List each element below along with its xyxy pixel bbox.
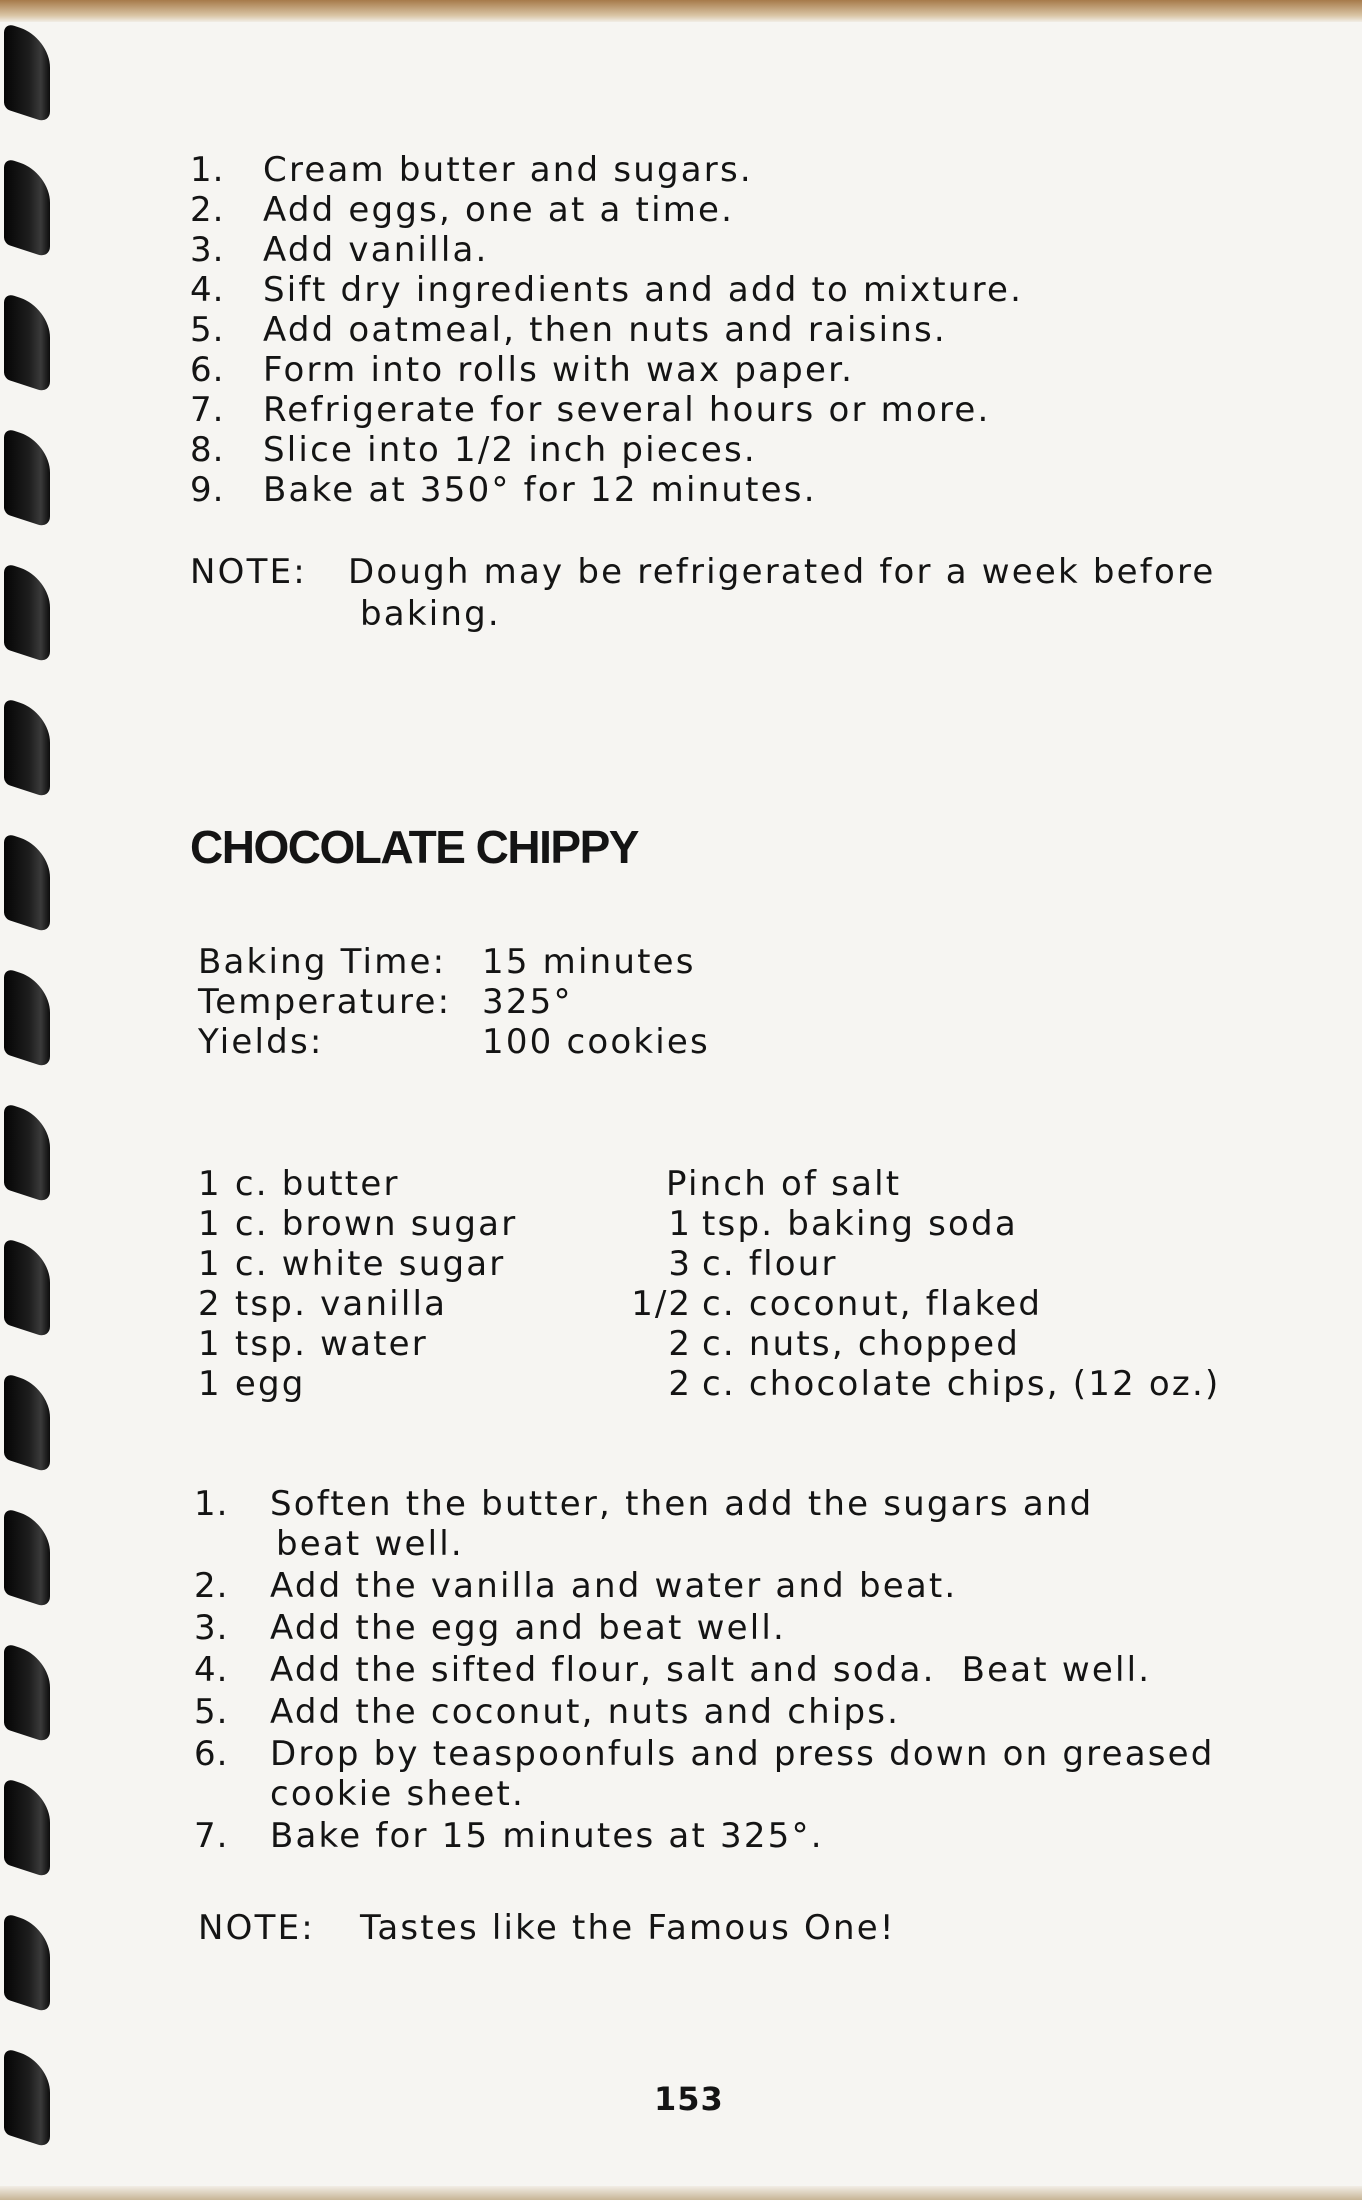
step-text: Bake at 350° for 12 minutes. <box>263 470 817 510</box>
step-text: Cream butter and sugars. <box>263 150 753 190</box>
step-text: Add eggs, one at a time. <box>263 190 735 230</box>
binding-ring <box>4 1238 50 1339</box>
step-text: Sift dry ingredients and add to mixture. <box>263 270 1024 310</box>
note-text: baking. <box>360 594 501 634</box>
step-text: Form into rolls with wax paper. <box>263 350 855 390</box>
note-label: NOTE: <box>198 1908 315 1948</box>
note-text: Tastes like the Famous One! <box>360 1908 896 1948</box>
binding-ring <box>4 158 50 259</box>
step-text: Add the coconut, nuts and chips. <box>270 1692 901 1732</box>
info-label: Temperature: <box>198 982 452 1022</box>
step-number: 5. <box>194 1692 229 1732</box>
step-text: cookie sheet. <box>270 1774 525 1814</box>
step-number: 7. <box>190 390 225 430</box>
ingredient: c. nuts, chopped <box>702 1324 1020 1364</box>
binding-ring <box>4 428 50 529</box>
ingredient-qty: 1/2 <box>631 1284 692 1324</box>
binding-ring <box>4 1508 50 1609</box>
ingredient: c. coconut, flaked <box>702 1284 1043 1324</box>
step-text: Refrigerate for several hours or more. <box>263 390 991 430</box>
ingredient: Pinch of salt <box>666 1164 902 1204</box>
binding-ring <box>4 968 50 1069</box>
ingredient-qty: 1 <box>668 1204 692 1244</box>
step-text: Add vanilla. <box>263 230 489 270</box>
step-text: Add the sifted flour, salt and soda. Beat well. <box>270 1650 1152 1690</box>
ingredient: 1 c. butter <box>198 1164 400 1204</box>
page-bottom-edge <box>0 2186 1362 2200</box>
step-text: Add the vanilla and water and beat. <box>270 1566 958 1606</box>
ingredient-qty: 2 <box>668 1364 692 1404</box>
info-value: 325° <box>482 982 573 1022</box>
binding-ring <box>4 293 50 394</box>
info-value: 15 minutes <box>482 942 696 982</box>
ingredient: c. chocolate chips, (12 oz.) <box>702 1364 1221 1404</box>
ingredient: c. flour <box>702 1244 838 1284</box>
step-number: 3. <box>190 230 225 270</box>
step-number: 8. <box>190 430 225 470</box>
binding-ring <box>4 1643 50 1744</box>
binding-ring <box>4 1778 50 1879</box>
page-number: 153 <box>654 2080 724 2118</box>
info-value: 100 cookies <box>482 1022 710 1062</box>
ingredient: 1 egg <box>198 1364 306 1404</box>
cookbook-page <box>70 22 1362 2186</box>
step-number: 1. <box>194 1484 229 1524</box>
page-top-edge <box>0 0 1362 22</box>
ingredient-qty: 2 <box>668 1324 692 1364</box>
step-text: beat well. <box>276 1524 464 1564</box>
binding-ring <box>4 2048 50 2149</box>
binding-ring <box>4 698 50 799</box>
step-number: 4. <box>194 1650 229 1690</box>
binding-ring <box>4 1103 50 1204</box>
step-number: 9. <box>190 470 225 510</box>
step-text: Add oatmeal, then nuts and raisins. <box>263 310 947 350</box>
step-text: Soften the butter, then add the sugars and <box>270 1484 1094 1524</box>
step-number: 6. <box>190 350 225 390</box>
note-label: NOTE: <box>190 552 307 592</box>
step-number: 5. <box>190 310 225 350</box>
binding-ring <box>4 833 50 934</box>
step-text: Add the egg and beat well. <box>270 1608 787 1648</box>
step-number: 3. <box>194 1608 229 1648</box>
step-number: 2. <box>190 190 225 230</box>
info-label: Baking Time: <box>198 942 447 982</box>
step-text: Bake for 15 minutes at 325°. <box>270 1816 824 1856</box>
spiral-binding <box>0 20 70 2200</box>
binding-ring <box>4 1373 50 1474</box>
step-text: Slice into 1/2 inch pieces. <box>263 430 757 470</box>
ingredient: tsp. baking soda <box>702 1204 1018 1244</box>
step-number: 6. <box>194 1734 229 1774</box>
step-number: 7. <box>194 1816 229 1856</box>
note-text: Dough may be refrigerated for a week before <box>348 552 1216 592</box>
step-number: 4. <box>190 270 225 310</box>
binding-ring <box>4 563 50 664</box>
ingredient: 1 c. white sugar <box>198 1244 506 1284</box>
step-number: 2. <box>194 1566 229 1606</box>
binding-ring <box>4 1913 50 2014</box>
ingredient: 1 tsp. water <box>198 1324 428 1364</box>
recipe-title: CHOCOLATE CHIPPY <box>190 821 638 873</box>
step-number: 1. <box>190 150 225 190</box>
binding-ring <box>4 23 50 124</box>
info-label: Yields: <box>198 1022 324 1062</box>
ingredient: 1 c. brown sugar <box>198 1204 518 1244</box>
ingredient-qty: 3 <box>668 1244 692 1284</box>
step-text: Drop by teaspoonfuls and press down on greased <box>270 1734 1215 1774</box>
ingredient: 2 tsp. vanilla <box>198 1284 448 1324</box>
